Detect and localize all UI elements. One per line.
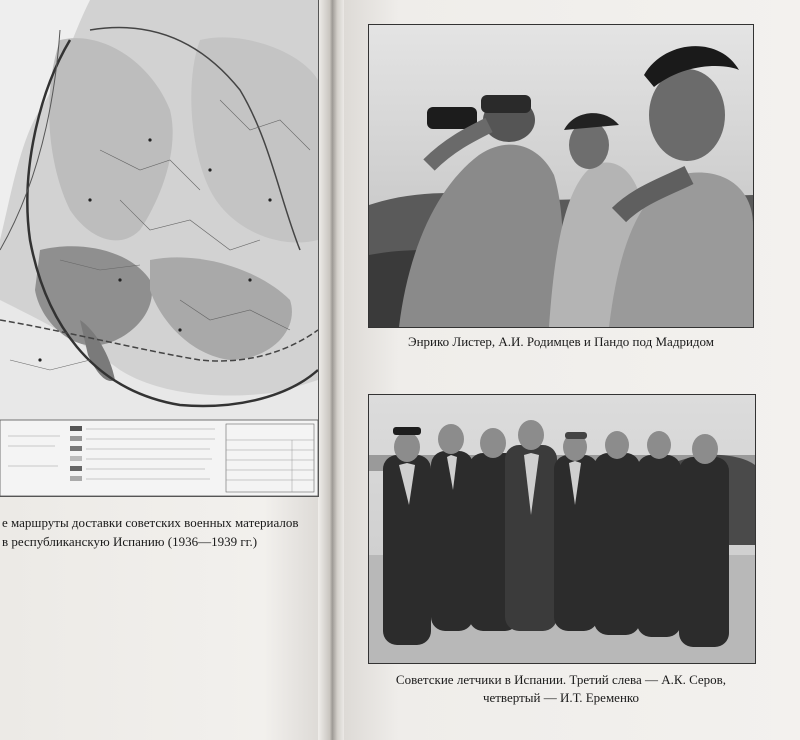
map-caption-line-2: в республиканскую Испанию (1936—1939 гг.) <box>2 534 258 549</box>
map-caption <box>2 513 320 551</box>
photo-2-graphic <box>369 395 755 663</box>
photo-soviet-pilots <box>368 394 756 664</box>
photo-lister-rodimtsev-pando <box>368 24 754 328</box>
map-graphic <box>0 0 318 496</box>
photo-2-caption-line-2: четвертый — И.Т. Еременко <box>482 690 640 705</box>
photo-1-caption: Энрико Листер, А.И. Родимцев и Пандо под Мадридом <box>408 334 714 349</box>
photo-2-caption-line-1: Советские летчики в Испании. Третий слева — А.К. Серов, <box>395 672 727 687</box>
book-gutter <box>318 0 344 740</box>
photo-1-graphic <box>369 25 753 327</box>
photo-2-caption <box>368 671 754 707</box>
map-caption-line-1: е маршруты доставки советских военных материалов <box>2 515 299 530</box>
historical-map <box>0 0 319 497</box>
